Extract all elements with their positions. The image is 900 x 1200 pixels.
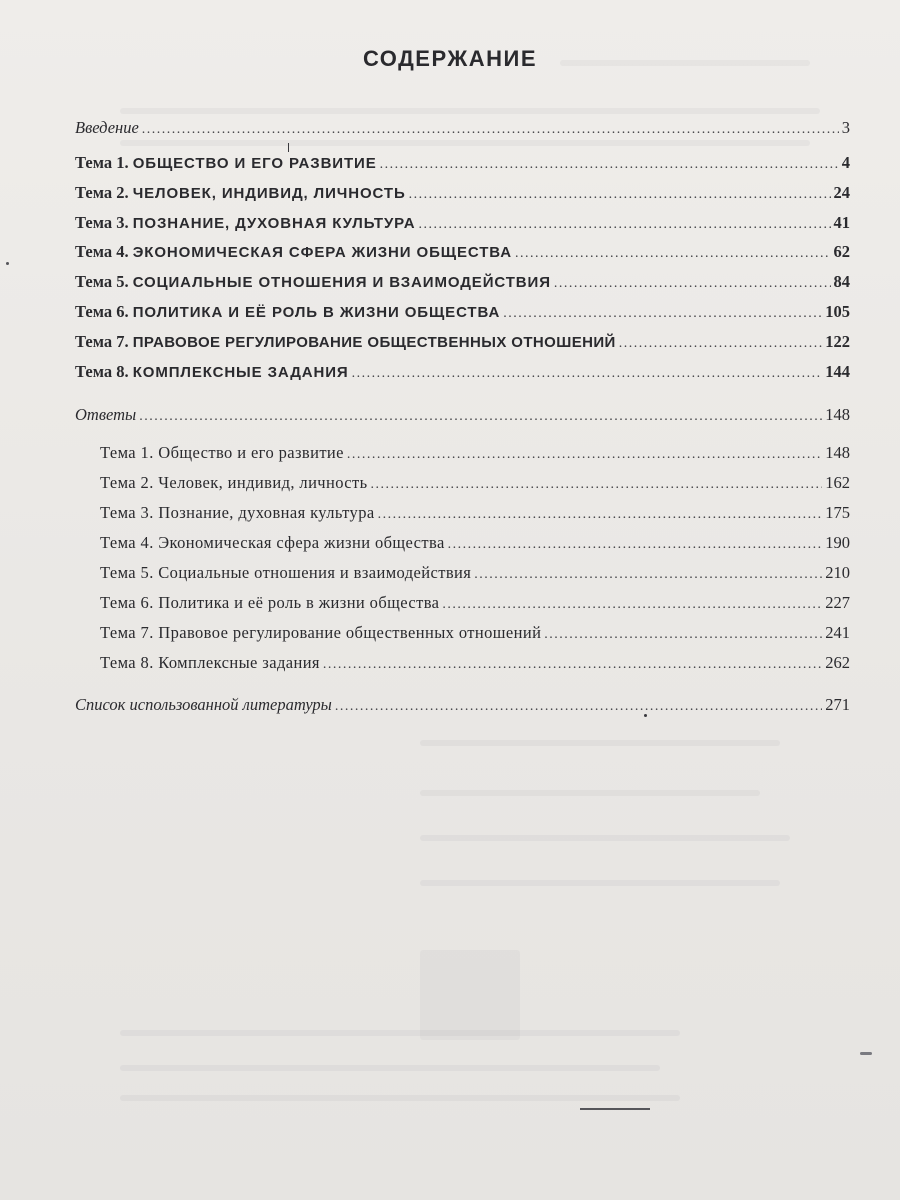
dot-leader bbox=[409, 183, 831, 207]
toc-page-number: 148 bbox=[825, 405, 850, 424]
topic-prefix: Тема 5. bbox=[100, 563, 154, 582]
topic-title: ПОЛИТИКА И ЕЁ РОЛЬ В ЖИЗНИ ОБЩЕСТВА bbox=[132, 304, 501, 321]
topic-prefix: Тема 1. bbox=[75, 153, 129, 172]
toc-entry-answer-topic-4[interactable] bbox=[100, 531, 850, 555]
dot-leader bbox=[474, 563, 822, 587]
topic-prefix: Тема 3. bbox=[75, 213, 129, 232]
toc-entry-topic-8[interactable] bbox=[75, 360, 850, 384]
dot-leader bbox=[352, 362, 823, 386]
toc-entry-answer-topic-8[interactable] bbox=[100, 651, 850, 675]
toc-page-number: 210 bbox=[825, 563, 850, 582]
toc-page-number: 162 bbox=[825, 473, 850, 492]
topic-title: КОМПЛЕКСНЫЕ ЗАДАНИЯ bbox=[132, 364, 349, 381]
topic-title: ОБЩЕСТВО И ЕГО РАЗВИТИЕ bbox=[132, 155, 377, 172]
toc-entry-topic-2[interactable] bbox=[75, 181, 850, 205]
toc-page-number: 175 bbox=[825, 503, 850, 522]
topic-title: Человек, индивид, личность bbox=[158, 473, 368, 492]
topic-title: ЭКОНОМИЧЕСКАЯ СФЕРА ЖИЗНИ ОБЩЕСТВА bbox=[132, 244, 513, 261]
dot-leader bbox=[139, 405, 822, 429]
topic-prefix: Тема 8. bbox=[75, 362, 129, 381]
toc-page-number: 105 bbox=[825, 302, 850, 321]
topic-prefix: Тема 6. bbox=[75, 302, 129, 321]
topic-prefix: Тема 7. bbox=[75, 332, 129, 351]
dot-leader bbox=[515, 242, 830, 266]
toc-entry-answer-topic-5[interactable] bbox=[100, 561, 850, 585]
toc-page-number: 122 bbox=[825, 332, 850, 351]
toc-entry-topic-6[interactable] bbox=[75, 300, 850, 324]
topic-title: Экономическая сфера жизни общества bbox=[158, 533, 445, 552]
toc-entry-label: Список использованной литературы bbox=[75, 695, 332, 714]
ink-speck bbox=[288, 143, 289, 152]
toc-entry-intro[interactable] bbox=[75, 116, 850, 140]
topic-title: Социальные отношения и взаимодействия bbox=[158, 563, 472, 582]
topic-prefix: Тема 1. bbox=[100, 443, 154, 462]
toc-page-number: 4 bbox=[841, 153, 850, 172]
toc-entry-answer-topic-2[interactable] bbox=[100, 471, 850, 495]
dot-leader bbox=[448, 533, 823, 557]
dot-leader bbox=[142, 118, 839, 142]
topic-title: ПРАВОВОЕ РЕГУЛИРОВАНИЕ ОБЩЕСТВЕННЫХ ОТНОШЕНИЙ bbox=[132, 334, 616, 351]
topic-title: Общество и его развитие bbox=[158, 443, 344, 462]
toc-page-number: 41 bbox=[833, 213, 850, 232]
toc-page-number: 262 bbox=[825, 653, 850, 672]
dot-leader bbox=[442, 593, 822, 617]
toc-entry-answer-topic-3[interactable] bbox=[100, 501, 850, 525]
topic-title: ЧЕЛОВЕК, ИНДИВИД, ЛИЧНОСТЬ bbox=[132, 185, 406, 202]
toc-entry-topic-1[interactable] bbox=[75, 151, 850, 175]
toc-entry-topic-7[interactable] bbox=[75, 330, 850, 354]
toc-page-number: 241 bbox=[825, 623, 850, 642]
topic-title: СОЦИАЛЬНЫЕ ОТНОШЕНИЯ И ВЗАИМОДЕЙСТВИЯ bbox=[132, 274, 551, 291]
toc-entry-topic-5[interactable] bbox=[75, 270, 850, 294]
topic-title: Правовое регулирование общественных отношений bbox=[158, 623, 542, 642]
toc-entry-topic-3[interactable] bbox=[75, 211, 850, 235]
topic-title: Политика и её роль в жизни общества bbox=[158, 593, 440, 612]
dot-leader bbox=[544, 623, 822, 647]
ink-speck bbox=[580, 1108, 650, 1110]
toc-page-number: 24 bbox=[833, 183, 850, 202]
ink-speck bbox=[644, 714, 647, 717]
toc-entry-answers[interactable] bbox=[75, 403, 850, 427]
dot-leader bbox=[554, 272, 831, 296]
ink-speck bbox=[860, 1052, 872, 1055]
toc-entry-answer-topic-7[interactable] bbox=[100, 621, 850, 645]
dot-leader bbox=[335, 695, 822, 719]
dot-leader bbox=[503, 302, 822, 326]
topic-title: Комплексные задания bbox=[158, 653, 320, 672]
topic-title: Познание, духовная культура bbox=[158, 503, 375, 522]
topic-prefix: Тема 3. bbox=[100, 503, 154, 522]
toc-entry-answer-topic-6[interactable] bbox=[100, 591, 850, 615]
topic-prefix: Тема 7. bbox=[100, 623, 154, 642]
toc-page-number: 148 bbox=[825, 443, 850, 462]
toc-page-number: 3 bbox=[841, 118, 850, 137]
toc-entry-answer-topic-1[interactable] bbox=[100, 441, 850, 465]
topic-prefix: Тема 2. bbox=[75, 183, 129, 202]
topic-title: ПОЗНАНИЕ, ДУХОВНАЯ КУЛЬТУРА bbox=[132, 215, 416, 232]
toc-entry-label: Введение bbox=[75, 118, 139, 137]
toc-entry-topic-4[interactable] bbox=[75, 240, 850, 264]
topic-prefix: Тема 6. bbox=[100, 593, 154, 612]
topic-prefix: Тема 5. bbox=[75, 272, 129, 291]
dot-leader bbox=[419, 213, 831, 237]
toc-page-number: 227 bbox=[825, 593, 850, 612]
topic-prefix: Тема 8. bbox=[100, 653, 154, 672]
topic-prefix: Тема 2. bbox=[100, 473, 154, 492]
ink-speck bbox=[6, 262, 9, 265]
toc-entry-bibliography[interactable] bbox=[75, 693, 850, 717]
toc-page-number: 144 bbox=[825, 362, 850, 381]
page-title: СОДЕРЖАНИЕ bbox=[362, 46, 538, 71]
dot-leader bbox=[380, 153, 839, 177]
topic-prefix: Тема 4. bbox=[100, 533, 154, 552]
dot-leader bbox=[347, 443, 822, 467]
toc-page-number: 271 bbox=[825, 695, 850, 714]
dot-leader bbox=[619, 332, 823, 356]
toc-page-number: 84 bbox=[833, 272, 850, 291]
dot-leader bbox=[371, 473, 823, 497]
dot-leader bbox=[378, 503, 823, 527]
toc-entry-label: Ответы bbox=[75, 405, 137, 424]
toc-page-number: 62 bbox=[833, 242, 850, 261]
topic-prefix: Тема 4. bbox=[75, 242, 129, 261]
toc-page-number: 190 bbox=[825, 533, 850, 552]
dot-leader bbox=[323, 653, 822, 677]
